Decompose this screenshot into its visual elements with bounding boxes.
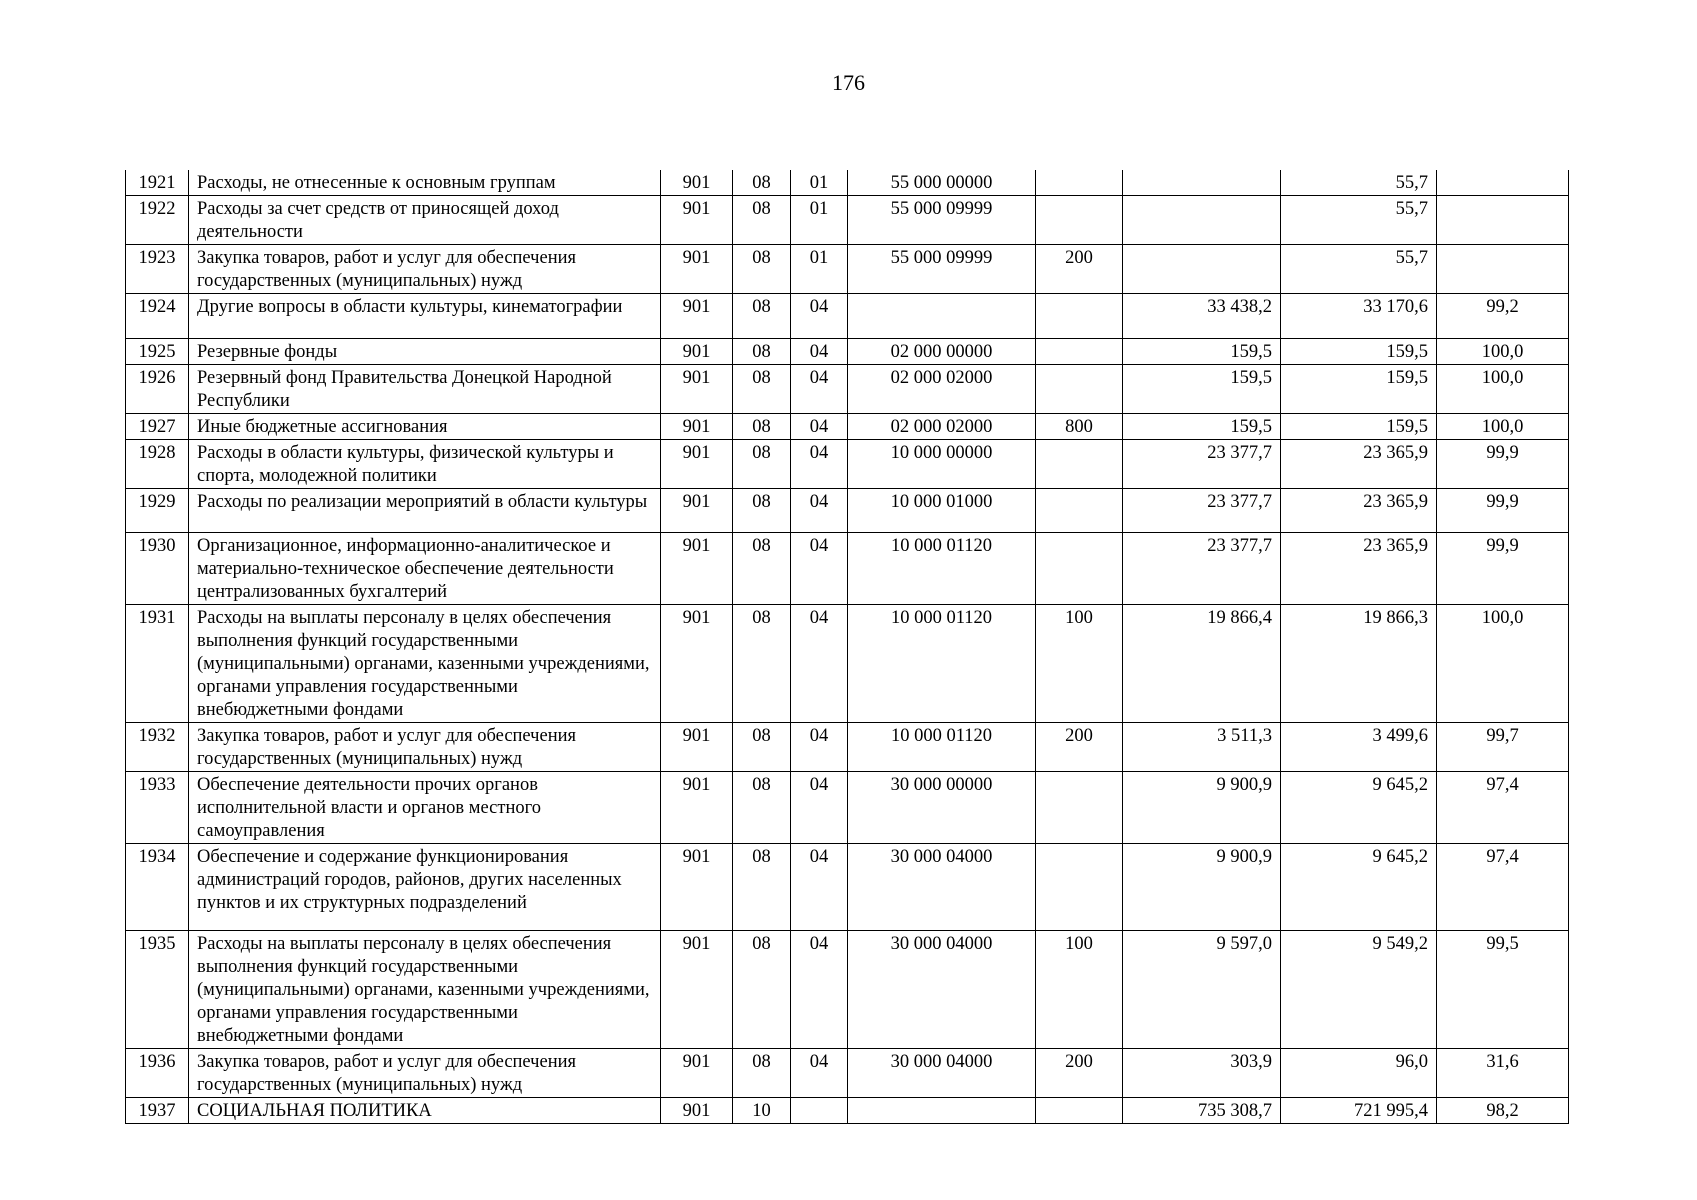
subsection-code-cell: 04 <box>791 723 848 772</box>
target-article-cell: 10 000 01120 <box>848 723 1036 772</box>
table-row <box>126 440 1569 489</box>
table-row <box>126 605 1569 723</box>
expense-type-cell: 100 <box>1036 605 1123 723</box>
ministry-code-cell: 901 <box>661 533 733 605</box>
table-row <box>126 1049 1569 1098</box>
table-row <box>126 245 1569 294</box>
expense-type-cell: 200 <box>1036 245 1123 294</box>
target-article-cell: 55 000 09999 <box>848 196 1036 245</box>
section-code-cell: 08 <box>733 489 791 533</box>
target-article-cell: 02 000 00000 <box>848 339 1036 365</box>
percent-cell: 99,9 <box>1437 440 1569 489</box>
table-row <box>126 931 1569 1049</box>
percent-cell <box>1437 196 1569 245</box>
row-number-cell: 1925 <box>126 339 189 365</box>
section-code-cell: 08 <box>733 294 791 339</box>
ministry-code-cell: 901 <box>661 844 733 931</box>
plan-amount-cell: 23 377,7 <box>1123 489 1281 533</box>
ministry-code-cell: 901 <box>661 440 733 489</box>
percent-cell: 99,9 <box>1437 533 1569 605</box>
subsection-code-cell: 04 <box>791 365 848 414</box>
ministry-code-cell: 901 <box>661 1049 733 1098</box>
section-code-cell: 08 <box>733 245 791 294</box>
percent-cell: 99,7 <box>1437 723 1569 772</box>
row-name-cell: Резервные фонды <box>189 339 661 365</box>
row-number-cell: 1922 <box>126 196 189 245</box>
row-name-cell: Закупка товаров, работ и услуг для обеспечения государственных (муниципальных) нужд <box>189 1049 661 1098</box>
expense-type-cell: 200 <box>1036 723 1123 772</box>
expense-type-cell <box>1036 1098 1123 1124</box>
ministry-code-cell: 901 <box>661 414 733 440</box>
row-name-cell: Иные бюджетные ассигнования <box>189 414 661 440</box>
plan-amount-cell: 303,9 <box>1123 1049 1281 1098</box>
ministry-code-cell: 901 <box>661 605 733 723</box>
percent-cell: 100,0 <box>1437 365 1569 414</box>
expense-type-cell <box>1036 170 1123 196</box>
target-article-cell <box>848 294 1036 339</box>
plan-amount-cell <box>1123 245 1281 294</box>
section-code-cell: 08 <box>733 170 791 196</box>
plan-amount-cell: 159,5 <box>1123 414 1281 440</box>
row-number-cell: 1931 <box>126 605 189 723</box>
section-code-cell: 08 <box>733 772 791 844</box>
table-row <box>126 196 1569 245</box>
row-number-cell: 1933 <box>126 772 189 844</box>
percent-cell: 100,0 <box>1437 414 1569 440</box>
ministry-code-cell: 901 <box>661 294 733 339</box>
table-row <box>126 1098 1569 1124</box>
actual-amount-cell: 23 365,9 <box>1281 440 1437 489</box>
plan-amount-cell: 735 308,7 <box>1123 1098 1281 1124</box>
actual-amount-cell: 33 170,6 <box>1281 294 1437 339</box>
row-name-cell: Другие вопросы в области культуры, кинематографии <box>189 294 661 339</box>
subsection-code-cell: 04 <box>791 294 848 339</box>
table-row <box>126 414 1569 440</box>
target-article-cell: 30 000 04000 <box>848 1049 1036 1098</box>
ministry-code-cell: 901 <box>661 170 733 196</box>
subsection-code-cell: 04 <box>791 772 848 844</box>
percent-cell: 99,9 <box>1437 489 1569 533</box>
expense-type-cell <box>1036 489 1123 533</box>
percent-cell: 31,6 <box>1437 1049 1569 1098</box>
row-name-cell: Резервный фонд Правительства Донецкой Народной Республики <box>189 365 661 414</box>
section-code-cell: 08 <box>733 339 791 365</box>
actual-amount-cell: 9 549,2 <box>1281 931 1437 1049</box>
section-code-cell: 08 <box>733 196 791 245</box>
table-row <box>126 533 1569 605</box>
expense-type-cell <box>1036 440 1123 489</box>
expense-type-cell: 100 <box>1036 931 1123 1049</box>
subsection-code-cell: 04 <box>791 931 848 1049</box>
row-name-cell: Организационное, информационно-аналитическое и материально-техническое обеспечение деятельности централизованных бухгалтерий <box>189 533 661 605</box>
expense-type-cell <box>1036 196 1123 245</box>
row-number-cell: 1926 <box>126 365 189 414</box>
table-row <box>126 723 1569 772</box>
subsection-code-cell: 04 <box>791 1049 848 1098</box>
budget-table <box>125 170 1569 1124</box>
target-article-cell: 02 000 02000 <box>848 365 1036 414</box>
row-number-cell: 1928 <box>126 440 189 489</box>
plan-amount-cell: 19 866,4 <box>1123 605 1281 723</box>
target-article-cell: 10 000 01120 <box>848 605 1036 723</box>
section-code-cell: 08 <box>733 1049 791 1098</box>
actual-amount-cell: 55,7 <box>1281 170 1437 196</box>
section-code-cell: 08 <box>733 533 791 605</box>
subsection-code-cell <box>791 1098 848 1124</box>
row-name-cell: Обеспечение и содержание функционирования администраций городов, районов, других населенных пунктов и их структурных подразделений <box>189 844 661 931</box>
ministry-code-cell: 901 <box>661 489 733 533</box>
ministry-code-cell: 901 <box>661 196 733 245</box>
percent-cell: 98,2 <box>1437 1098 1569 1124</box>
expense-type-cell <box>1036 533 1123 605</box>
row-name-cell: Расходы по реализации мероприятий в области культуры <box>189 489 661 533</box>
actual-amount-cell: 23 365,9 <box>1281 489 1437 533</box>
row-number-cell: 1934 <box>126 844 189 931</box>
section-code-cell: 08 <box>733 844 791 931</box>
subsection-code-cell: 04 <box>791 440 848 489</box>
subsection-code-cell: 04 <box>791 844 848 931</box>
section-code-cell: 08 <box>733 365 791 414</box>
percent-cell <box>1437 245 1569 294</box>
table-body <box>126 170 1569 1124</box>
ministry-code-cell: 901 <box>661 931 733 1049</box>
row-number-cell: 1923 <box>126 245 189 294</box>
section-code-cell: 08 <box>733 605 791 723</box>
target-article-cell: 55 000 09999 <box>848 245 1036 294</box>
target-article-cell <box>848 1098 1036 1124</box>
row-name-cell: Расходы на выплаты персоналу в целях обеспечения выполнения функций государственными (муниципальными) органами, казенными учреждениями, органами управления государственными внебюджетными фондами <box>189 931 661 1049</box>
expense-type-cell: 200 <box>1036 1049 1123 1098</box>
plan-amount-cell: 9 597,0 <box>1123 931 1281 1049</box>
target-article-cell: 02 000 02000 <box>848 414 1036 440</box>
actual-amount-cell: 19 866,3 <box>1281 605 1437 723</box>
actual-amount-cell: 96,0 <box>1281 1049 1437 1098</box>
percent-cell: 100,0 <box>1437 339 1569 365</box>
plan-amount-cell <box>1123 196 1281 245</box>
table-row <box>126 772 1569 844</box>
subsection-code-cell: 01 <box>791 245 848 294</box>
row-name-cell: Расходы, не отнесенные к основным группам <box>189 170 661 196</box>
row-number-cell: 1936 <box>126 1049 189 1098</box>
actual-amount-cell: 55,7 <box>1281 196 1437 245</box>
expense-type-cell <box>1036 339 1123 365</box>
actual-amount-cell: 159,5 <box>1281 414 1437 440</box>
target-article-cell: 10 000 00000 <box>848 440 1036 489</box>
subsection-code-cell: 04 <box>791 533 848 605</box>
row-number-cell: 1932 <box>126 723 189 772</box>
ministry-code-cell: 901 <box>661 339 733 365</box>
section-code-cell: 10 <box>733 1098 791 1124</box>
percent-cell <box>1437 170 1569 196</box>
ministry-code-cell: 901 <box>661 723 733 772</box>
expense-type-cell <box>1036 294 1123 339</box>
row-number-cell: 1937 <box>126 1098 189 1124</box>
table-row <box>126 294 1569 339</box>
subsection-code-cell: 01 <box>791 170 848 196</box>
table-row <box>126 170 1569 196</box>
plan-amount-cell: 159,5 <box>1123 365 1281 414</box>
actual-amount-cell: 3 499,6 <box>1281 723 1437 772</box>
expense-type-cell <box>1036 772 1123 844</box>
row-name-cell: Обеспечение деятельности прочих органов исполнительной власти и органов местного самоуправления <box>189 772 661 844</box>
table-row <box>126 339 1569 365</box>
actual-amount-cell: 23 365,9 <box>1281 533 1437 605</box>
target-article-cell: 30 000 04000 <box>848 931 1036 1049</box>
plan-amount-cell: 33 438,2 <box>1123 294 1281 339</box>
page-number: 176 <box>832 70 865 95</box>
row-name-cell: Закупка товаров, работ и услуг для обеспечения государственных (муниципальных) нужд <box>189 245 661 294</box>
percent-cell: 97,4 <box>1437 772 1569 844</box>
row-number-cell: 1927 <box>126 414 189 440</box>
row-name-cell: Расходы за счет средств от приносящей доход деятельности <box>189 196 661 245</box>
table-row <box>126 365 1569 414</box>
target-article-cell: 10 000 01120 <box>848 533 1036 605</box>
percent-cell: 99,2 <box>1437 294 1569 339</box>
actual-amount-cell: 9 645,2 <box>1281 844 1437 931</box>
row-number-cell: 1929 <box>126 489 189 533</box>
actual-amount-cell: 159,5 <box>1281 339 1437 365</box>
expense-type-cell <box>1036 844 1123 931</box>
ministry-code-cell: 901 <box>661 772 733 844</box>
row-number-cell: 1921 <box>126 170 189 196</box>
section-code-cell: 08 <box>733 414 791 440</box>
ministry-code-cell: 901 <box>661 245 733 294</box>
percent-cell: 100,0 <box>1437 605 1569 723</box>
target-article-cell: 10 000 01000 <box>848 489 1036 533</box>
row-number-cell: 1935 <box>126 931 189 1049</box>
ministry-code-cell: 901 <box>661 365 733 414</box>
row-number-cell: 1930 <box>126 533 189 605</box>
target-article-cell: 30 000 00000 <box>848 772 1036 844</box>
expense-type-cell: 800 <box>1036 414 1123 440</box>
actual-amount-cell: 55,7 <box>1281 245 1437 294</box>
row-name-cell: Расходы на выплаты персоналу в целях обеспечения выполнения функций государственными (муниципальными) органами, казенными учреждениями, органами управления государственными внебюджетными фондами <box>189 605 661 723</box>
section-code-cell: 08 <box>733 723 791 772</box>
table-row <box>126 844 1569 931</box>
row-name-cell: Закупка товаров, работ и услуг для обеспечения государственных (муниципальных) нужд <box>189 723 661 772</box>
section-code-cell: 08 <box>733 931 791 1049</box>
ministry-code-cell: 901 <box>661 1098 733 1124</box>
subsection-code-cell: 01 <box>791 196 848 245</box>
subsection-code-cell: 04 <box>791 339 848 365</box>
actual-amount-cell: 159,5 <box>1281 365 1437 414</box>
row-name-cell: СОЦИАЛЬНАЯ ПОЛИТИКА <box>189 1098 661 1124</box>
plan-amount-cell <box>1123 170 1281 196</box>
plan-amount-cell: 23 377,7 <box>1123 440 1281 489</box>
target-article-cell: 55 000 00000 <box>848 170 1036 196</box>
percent-cell: 99,5 <box>1437 931 1569 1049</box>
expense-type-cell <box>1036 365 1123 414</box>
plan-amount-cell: 3 511,3 <box>1123 723 1281 772</box>
plan-amount-cell: 23 377,7 <box>1123 533 1281 605</box>
subsection-code-cell: 04 <box>791 605 848 723</box>
target-article-cell: 30 000 04000 <box>848 844 1036 931</box>
section-code-cell: 08 <box>733 440 791 489</box>
table-row <box>126 489 1569 533</box>
plan-amount-cell: 159,5 <box>1123 339 1281 365</box>
actual-amount-cell: 721 995,4 <box>1281 1098 1437 1124</box>
subsection-code-cell: 04 <box>791 489 848 533</box>
plan-amount-cell: 9 900,9 <box>1123 772 1281 844</box>
row-name-cell: Расходы в области культуры, физической культуры и спорта, молодежной политики <box>189 440 661 489</box>
percent-cell: 97,4 <box>1437 844 1569 931</box>
subsection-code-cell: 04 <box>791 414 848 440</box>
plan-amount-cell: 9 900,9 <box>1123 844 1281 931</box>
row-number-cell: 1924 <box>126 294 189 339</box>
actual-amount-cell: 9 645,2 <box>1281 772 1437 844</box>
